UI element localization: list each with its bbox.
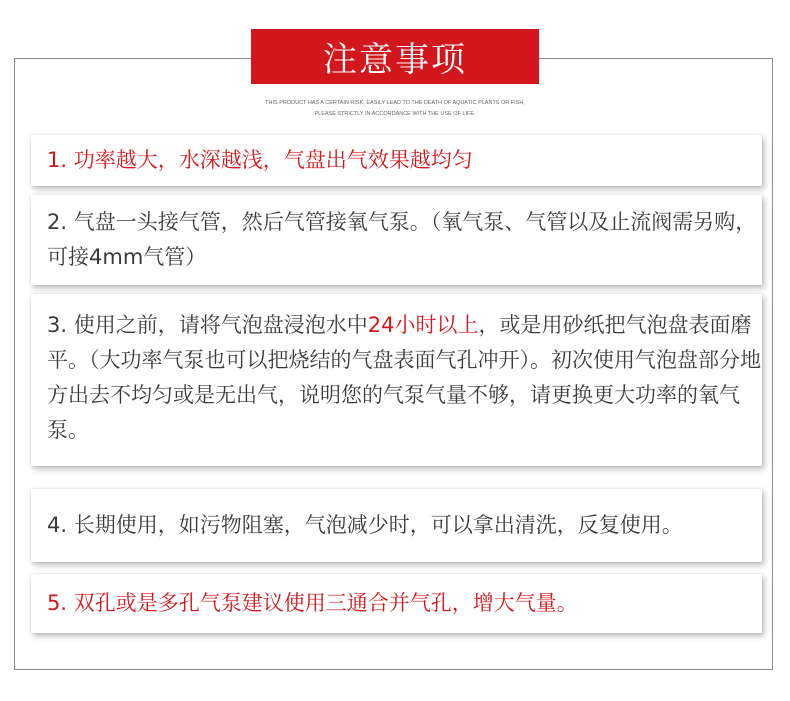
notice-item-3-highlight: 24小时以上 <box>367 313 479 337</box>
notice-item-3-text-after: ，或是用砂纸把气泡盘表面磨平。（大功率气泵也可以把烧结的气盘表面气孔冲开）。初次使用气泡盘部分地方出去不均匀或是无出气，说明您的气泵气量不够，请更换更大功率的氧气泵。 <box>47 313 761 442</box>
notice-item-4 <box>31 489 762 562</box>
notice-item-5 <box>31 574 762 633</box>
notice-item-2-text: 2. 气盘一头接气管，然后气管接氧气泵。（氧气泵、气管以及止流阀需另购，可接4mm气管） <box>47 210 757 269</box>
notice-item-4-text: 4. 长期使用，如污物阻塞，气泡减少时，可以拿出清洗，反复使用。 <box>47 513 683 537</box>
notice-item-5-text: 5. 双孔或是多孔气泵建议使用三通合并气孔，增大气量。 <box>47 591 578 615</box>
risk-note <box>0 98 790 120</box>
notice-item-3-text-before: 3. 使用之前，请将气泡盘浸泡水中 <box>47 313 368 337</box>
risk-note-line-2: PLEASE STRICTLY IN ACCORDANCE WITH THE USE OF LIFE. <box>314 111 476 117</box>
notice-item-2 <box>31 195 762 285</box>
page-title: 注意事项 <box>251 29 539 84</box>
notice-item-3 <box>31 294 762 466</box>
notice-item-1 <box>31 135 762 186</box>
notice-item-1-text: 1. 功率越大，水深越浅，气盘出气效果越均匀 <box>47 148 473 172</box>
risk-note-line-1: THIS PRODUCT HAS A CERTAIN RISK, EASILY LEAD TO THE DEATH OF AQUATIC PLANTS OR FISH, <box>265 100 525 106</box>
